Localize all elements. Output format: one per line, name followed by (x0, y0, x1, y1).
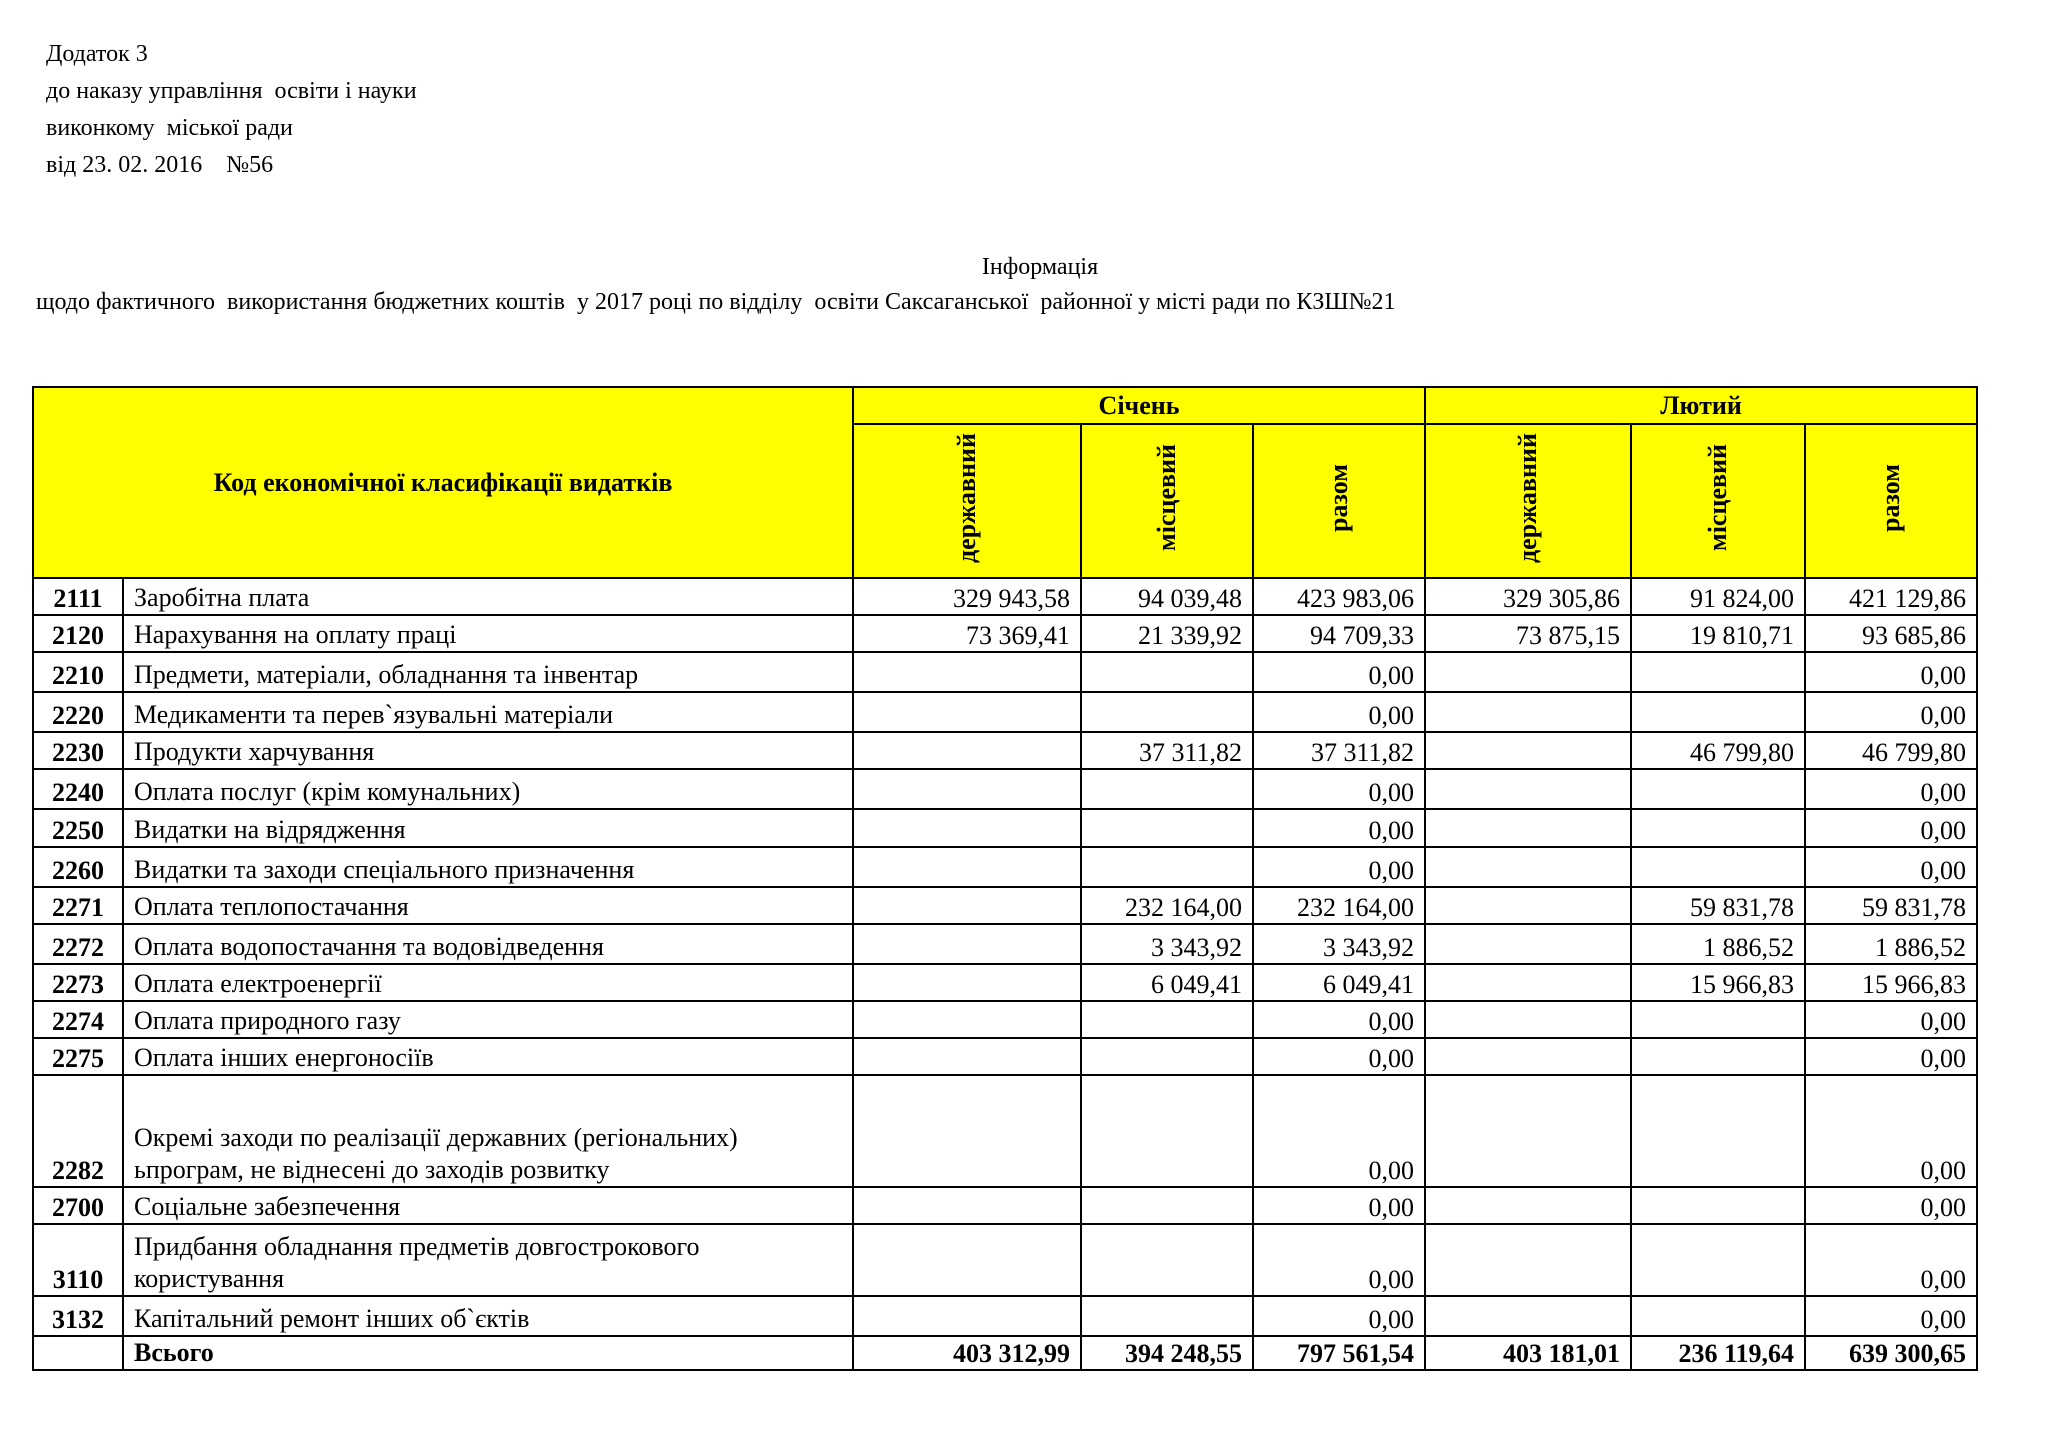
row-value: 421 129,86 (1805, 578, 1977, 615)
row-name: Придбання обладнання предметів довгострокового користування (123, 1224, 853, 1296)
row-value (1081, 1296, 1253, 1336)
row-value: 21 339,92 (1081, 615, 1253, 652)
row-value: 329 305,86 (1425, 578, 1631, 615)
row-value (1425, 692, 1631, 732)
row-value: 1 886,52 (1805, 924, 1977, 964)
row-value: 0,00 (1253, 692, 1425, 732)
row-value: 93 685,86 (1805, 615, 1977, 652)
row-value: 423 983,06 (1253, 578, 1425, 615)
row-value (853, 964, 1081, 1001)
row-value: 0,00 (1805, 1296, 1977, 1336)
row-code: 2210 (33, 652, 123, 692)
row-name: Оплата теплопостачання (123, 887, 853, 924)
row-value: 59 831,78 (1805, 887, 1977, 924)
document-subtitle: щодо фактичного використання бюджетних коштів у 2017 році по відділу освіти Саксаганської районної у місті ради по КЗШ№21 (36, 289, 1396, 315)
table-row (33, 809, 1977, 847)
row-value (1425, 769, 1631, 809)
appendix-line: до наказу управління освіти і науки (46, 78, 417, 104)
row-value: 0,00 (1805, 1038, 1977, 1075)
row-code: 2111 (33, 578, 123, 615)
total-value: 797 561,54 (1253, 1336, 1425, 1370)
table-row (33, 1075, 1977, 1187)
total-code (33, 1336, 123, 1370)
row-value (1425, 732, 1631, 769)
row-code: 2275 (33, 1038, 123, 1075)
row-value (1081, 1001, 1253, 1038)
row-value (1631, 1224, 1805, 1296)
row-value (1631, 847, 1805, 887)
row-code: 2282 (33, 1075, 123, 1187)
table-row (33, 887, 1977, 924)
appendix-note (46, 36, 417, 184)
row-value: 0,00 (1253, 1038, 1425, 1075)
row-value: 15 966,83 (1805, 964, 1977, 1001)
row-value: 0,00 (1253, 809, 1425, 847)
row-name: Оплата інших енергоносіїв (123, 1038, 853, 1075)
row-value (1631, 1038, 1805, 1075)
row-name: Медикаменти та перев`язувальні матеріали (123, 692, 853, 732)
row-value (1425, 924, 1631, 964)
row-value: 0,00 (1253, 769, 1425, 809)
row-value (853, 887, 1081, 924)
row-value (853, 652, 1081, 692)
row-name: Продукти харчування (123, 732, 853, 769)
row-code: 2274 (33, 1001, 123, 1038)
row-value (1425, 964, 1631, 1001)
row-value: 91 824,00 (1631, 578, 1805, 615)
table-row (33, 578, 1977, 615)
row-value (853, 1224, 1081, 1296)
row-code: 2220 (33, 692, 123, 732)
row-value (1631, 1001, 1805, 1038)
row-value: 0,00 (1805, 1075, 1977, 1187)
subcolumn-header: державний (1425, 424, 1631, 578)
row-value: 94 709,33 (1253, 615, 1425, 652)
subcolumn-header: разом (1805, 424, 1977, 578)
row-code: 2120 (33, 615, 123, 652)
row-value (1631, 1187, 1805, 1224)
row-value (853, 1038, 1081, 1075)
row-name: Заробітна плата (123, 578, 853, 615)
row-name: Нарахування на оплату праці (123, 615, 853, 652)
row-value (1425, 1001, 1631, 1038)
row-value: 232 164,00 (1081, 887, 1253, 924)
row-value: 0,00 (1805, 769, 1977, 809)
row-value: 15 966,83 (1631, 964, 1805, 1001)
row-name: Окремі заходи по реалізації державних (регіональних) ьпрограм, не віднесені до заходів розвитку (123, 1075, 853, 1187)
row-name: Соціальне забезпечення (123, 1187, 853, 1224)
table-row (33, 1038, 1977, 1075)
document-title: Інформація (981, 254, 1099, 280)
row-value (1081, 1187, 1253, 1224)
row-value (853, 732, 1081, 769)
code-column-header: Код економічної класифікації видатків (33, 387, 853, 578)
total-row (33, 1336, 1977, 1370)
row-code: 2230 (33, 732, 123, 769)
row-value: 0,00 (1805, 652, 1977, 692)
month-header-february: Лютий (1425, 387, 1977, 424)
subcolumn-header: разом (1253, 424, 1425, 578)
row-value: 0,00 (1805, 847, 1977, 887)
row-value (1425, 887, 1631, 924)
row-value: 232 164,00 (1253, 887, 1425, 924)
row-value (1081, 692, 1253, 732)
total-value: 394 248,55 (1081, 1336, 1253, 1370)
row-value: 329 943,58 (853, 578, 1081, 615)
row-code: 2260 (33, 847, 123, 887)
row-code: 2271 (33, 887, 123, 924)
row-name: Оплата електроенергії (123, 964, 853, 1001)
row-name: Оплата природного газу (123, 1001, 853, 1038)
row-value: 0,00 (1253, 1224, 1425, 1296)
row-code: 2240 (33, 769, 123, 809)
row-value: 37 311,82 (1081, 732, 1253, 769)
row-value: 46 799,80 (1631, 732, 1805, 769)
row-value (853, 1001, 1081, 1038)
row-name: Предмети, матеріали, обладнання та інвентар (123, 652, 853, 692)
row-value (853, 809, 1081, 847)
table-row (33, 732, 1977, 769)
row-value (853, 1296, 1081, 1336)
row-value: 0,00 (1805, 692, 1977, 732)
row-value (1631, 769, 1805, 809)
row-value (1631, 692, 1805, 732)
table-row (33, 1001, 1977, 1038)
row-value (1425, 1224, 1631, 1296)
row-value (1081, 1224, 1253, 1296)
row-value: 0,00 (1253, 1075, 1425, 1187)
row-value: 0,00 (1253, 1296, 1425, 1336)
row-value: 0,00 (1253, 652, 1425, 692)
row-value (853, 847, 1081, 887)
row-value (853, 1075, 1081, 1187)
row-value (853, 769, 1081, 809)
row-value (1631, 809, 1805, 847)
row-code: 3110 (33, 1224, 123, 1296)
row-value: 0,00 (1805, 1001, 1977, 1038)
row-value: 3 343,92 (1253, 924, 1425, 964)
row-value (1425, 1038, 1631, 1075)
row-value: 0,00 (1253, 1001, 1425, 1038)
row-value (1425, 809, 1631, 847)
row-value (1631, 1296, 1805, 1336)
row-value (1425, 847, 1631, 887)
row-value (1425, 1296, 1631, 1336)
row-value: 73 875,15 (1425, 615, 1631, 652)
appendix-line: від 23. 02. 2016 №56 (46, 152, 274, 178)
row-value: 73 369,41 (853, 615, 1081, 652)
row-value: 0,00 (1805, 809, 1977, 847)
row-code: 2272 (33, 924, 123, 964)
row-name: Видатки та заходи спеціального призначення (123, 847, 853, 887)
table-row (33, 847, 1977, 887)
total-value: 236 119,64 (1631, 1336, 1805, 1370)
table-row (33, 692, 1977, 732)
row-code: 3132 (33, 1296, 123, 1336)
row-value (1081, 847, 1253, 887)
row-value: 94 039,48 (1081, 578, 1253, 615)
row-value: 46 799,80 (1805, 732, 1977, 769)
table-row (33, 1296, 1977, 1336)
row-value: 1 886,52 (1631, 924, 1805, 964)
total-value: 403 181,01 (1425, 1336, 1631, 1370)
row-value: 59 831,78 (1631, 887, 1805, 924)
row-value: 3 343,92 (1081, 924, 1253, 964)
appendix-line: Додаток 3 (46, 41, 148, 67)
subcolumn-header: місцевий (1631, 424, 1805, 578)
row-value (1631, 1075, 1805, 1187)
row-value (1425, 1187, 1631, 1224)
row-value (1081, 809, 1253, 847)
row-value (1081, 1038, 1253, 1075)
table-row (33, 1187, 1977, 1224)
row-value (1081, 1075, 1253, 1187)
row-value (853, 924, 1081, 964)
total-value: 639 300,65 (1805, 1336, 1977, 1370)
table-row (33, 615, 1977, 652)
subcolumn-header: державний (853, 424, 1081, 578)
appendix-line: виконкому міської ради (46, 115, 293, 141)
row-value: 37 311,82 (1253, 732, 1425, 769)
row-value: 6 049,41 (1081, 964, 1253, 1001)
total-value: 403 312,99 (853, 1336, 1081, 1370)
row-value (1425, 1075, 1631, 1187)
row-name: Капітальний ремонт інших об`єктів (123, 1296, 853, 1336)
row-value (853, 1187, 1081, 1224)
row-value (853, 692, 1081, 732)
row-value: 0,00 (1805, 1187, 1977, 1224)
row-code: 2250 (33, 809, 123, 847)
row-name: Оплата водопостачання та водовідведення (123, 924, 853, 964)
row-value (1081, 769, 1253, 809)
row-value (1081, 652, 1253, 692)
table-row (33, 964, 1977, 1001)
total-label: Всього (123, 1336, 853, 1370)
row-code: 2700 (33, 1187, 123, 1224)
table-row (33, 924, 1977, 964)
table-row (33, 1224, 1977, 1296)
row-code: 2273 (33, 964, 123, 1001)
row-value (1631, 652, 1805, 692)
row-name: Оплата послуг (крім комунальних) (123, 769, 853, 809)
row-value: 19 810,71 (1631, 615, 1805, 652)
row-value: 0,00 (1253, 1187, 1425, 1224)
month-header-january: Січень (853, 387, 1425, 424)
row-value: 0,00 (1805, 1224, 1977, 1296)
row-name: Видатки на відрядження (123, 809, 853, 847)
row-value (1425, 652, 1631, 692)
table-row (33, 652, 1977, 692)
row-value: 6 049,41 (1253, 964, 1425, 1001)
table-row (33, 769, 1977, 809)
expenditure-table (32, 386, 1978, 1371)
subcolumn-header: місцевий (1081, 424, 1253, 578)
row-value: 0,00 (1253, 847, 1425, 887)
